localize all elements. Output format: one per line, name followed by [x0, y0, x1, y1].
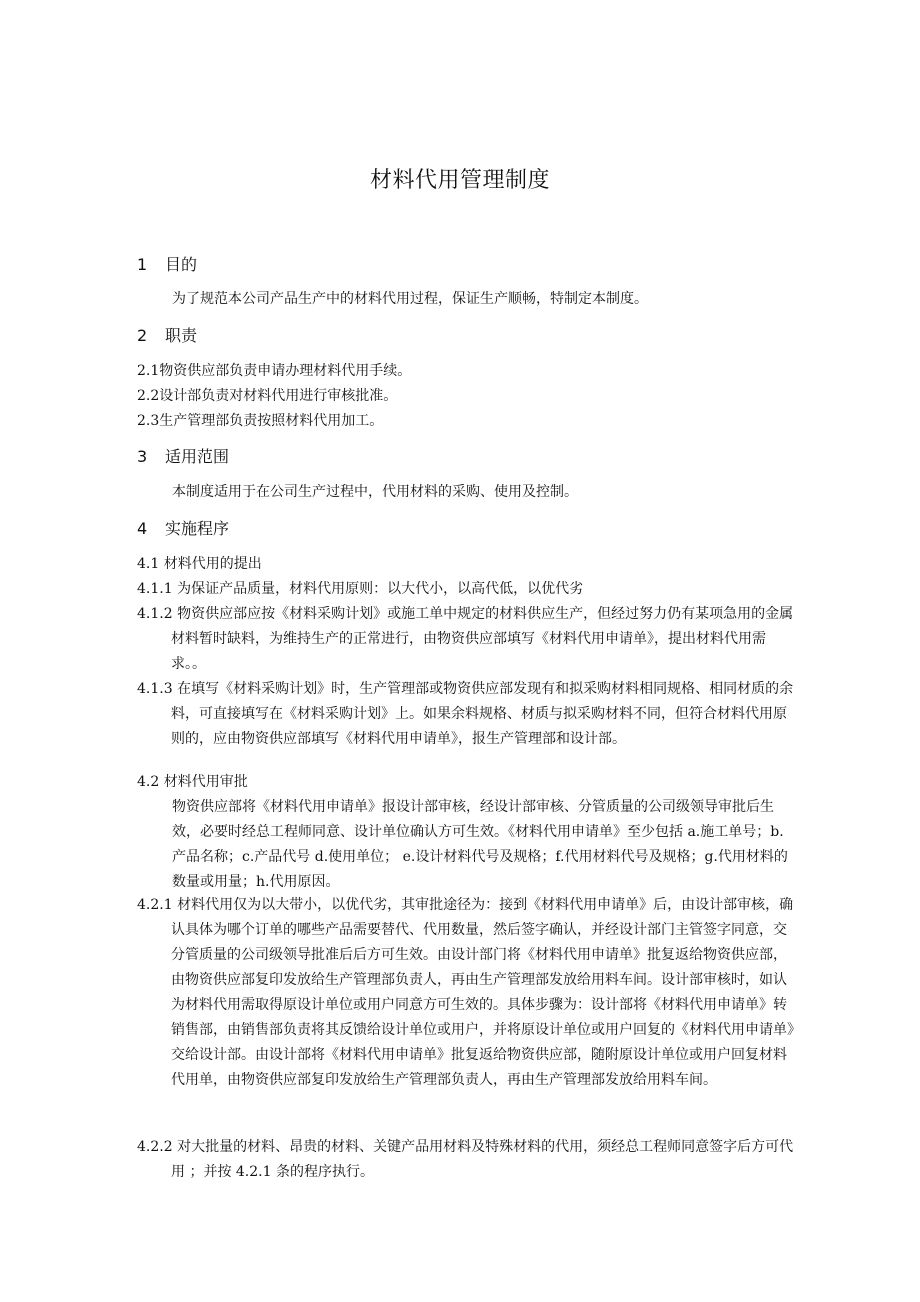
- scope-paragraph: 本制度适用于在公司生产过程中，代用材料的采购、使用及控制。: [172, 484, 578, 500]
- section-heading-procedure: [137, 517, 229, 541]
- responsibility-item: 2.2设计部负责对材料代用进行审核批准。: [137, 388, 398, 404]
- procedure-item-text: 4.1.2 物资供应部应按《材料采购计划》或施工单中规定的材料供应生产，但经过努力仍有某项急用的金属材料暂时缺料，为维持生产的正常进行，由物资供应部填写《材料代用申请单》，提出材料代用需求。。: [137, 606, 794, 672]
- procedure-item: [137, 677, 797, 752]
- purpose-paragraph: 为了规范本公司产品生产中的材料代用过程，保证生产顺畅，特制定本制度。: [172, 291, 648, 307]
- responsibility-item: 2.1物资供应部负责申请办理材料代用手续。: [137, 363, 412, 379]
- section-heading-responsibilities: [137, 324, 197, 348]
- section-heading-scope: [137, 445, 229, 469]
- section-title: 职责: [165, 326, 198, 345]
- approval-paragraph: [172, 795, 797, 895]
- section-heading-purpose: [137, 253, 197, 277]
- document-title: 材料代用管理制度: [369, 168, 550, 193]
- procedure-item: [137, 1135, 797, 1185]
- procedure-item: [137, 770, 797, 795]
- procedure-item-text: 4.2.2 对大批量的材料、昂贵的材料、关键产品用材料及特殊材料的代用，须经总工程师同意签字后方可代用 ；并按 4.2.1 条的程序执行。: [137, 1139, 794, 1180]
- procedure-item: [137, 552, 797, 577]
- procedure-item: [137, 893, 797, 1093]
- procedure-item-text: 4.2.1 材料代用仅为以大带小，以优代劣，其审批途径为：接到《材料代用申请单》后，由设计部审核，确认具体为哪个订单的哪些产品需要替代、代用数量，然后签字确认，并经设计部门主管签字同意，交分管质量的公司级领导批准后后方可生效。由设计部门将《材料代用申请单》批复返给物资供应部，由物资供应部复印发放给生产管理部负责人，再由生产管理部发放给用料车间。设计部审核时，如认为材料代用需取得原设计单位或用户同意方可生效的。具体步骤为：设计部将《材料代用申请单》转销售部，由销售部负责将其反馈给设计单位或用户，并将原设计单位或用户回复的《材料代用申请单》交给设计部。由设计部将《材料代用申请单》批复返给物资供应部，随附原设计单位或用户回复材料代用单，由物资供应部复印发放给生产管理部负责人，再由生产管理部发放给用料车间。: [137, 897, 794, 1088]
- procedure-item: [137, 602, 797, 677]
- section-number: 1: [137, 255, 148, 274]
- section-title: 适用范围: [165, 447, 230, 466]
- section-title: 实施程序: [165, 519, 230, 538]
- section-number: 3: [137, 447, 148, 466]
- section-number: 4: [137, 519, 148, 538]
- procedure-item-text: 4.1.3 在填写《材料采购计划》时，生产管理部或物资供应部发现有和拟采购材料相同规格、相同材质的余料，可直接填写在《材料采购计划》上。如果余料规格、材质与拟采购材料不同，但符合材料代用原则的，应由物资供应部填写《材料代用申请单》，报生产管理部和设计部。: [137, 681, 794, 747]
- responsibility-item: 2.3生产管理部负责按照材料代用加工。: [137, 413, 384, 429]
- procedure-item-text: 4.1 材料代用的提出: [137, 556, 262, 572]
- procedure-item-text: 4.2 材料代用审批: [137, 774, 248, 790]
- approval-paragraph-text: 物资供应部将《材料代用申请单》报设计部审核，经设计部审核、分管质量的公司级领导审批后生效，必要时经总工程师同意、设计单位确认方可生效。《材料代用申请单》至少包括 a.施工单号；b.产品名称；c.产品代号 d.使用单位； e.设计材料代号及规格；f.代用材料代号及规格；g.代用材料的数量或用量；h.代用原因。: [172, 799, 788, 890]
- procedure-item: [137, 577, 797, 602]
- section-number: 2: [137, 326, 148, 345]
- section-title: 目的: [165, 255, 198, 274]
- procedure-item-text: 4.1.1 为保证产品质量，材料代用原则：以大代小，以高代低，以优代劣: [137, 581, 584, 597]
